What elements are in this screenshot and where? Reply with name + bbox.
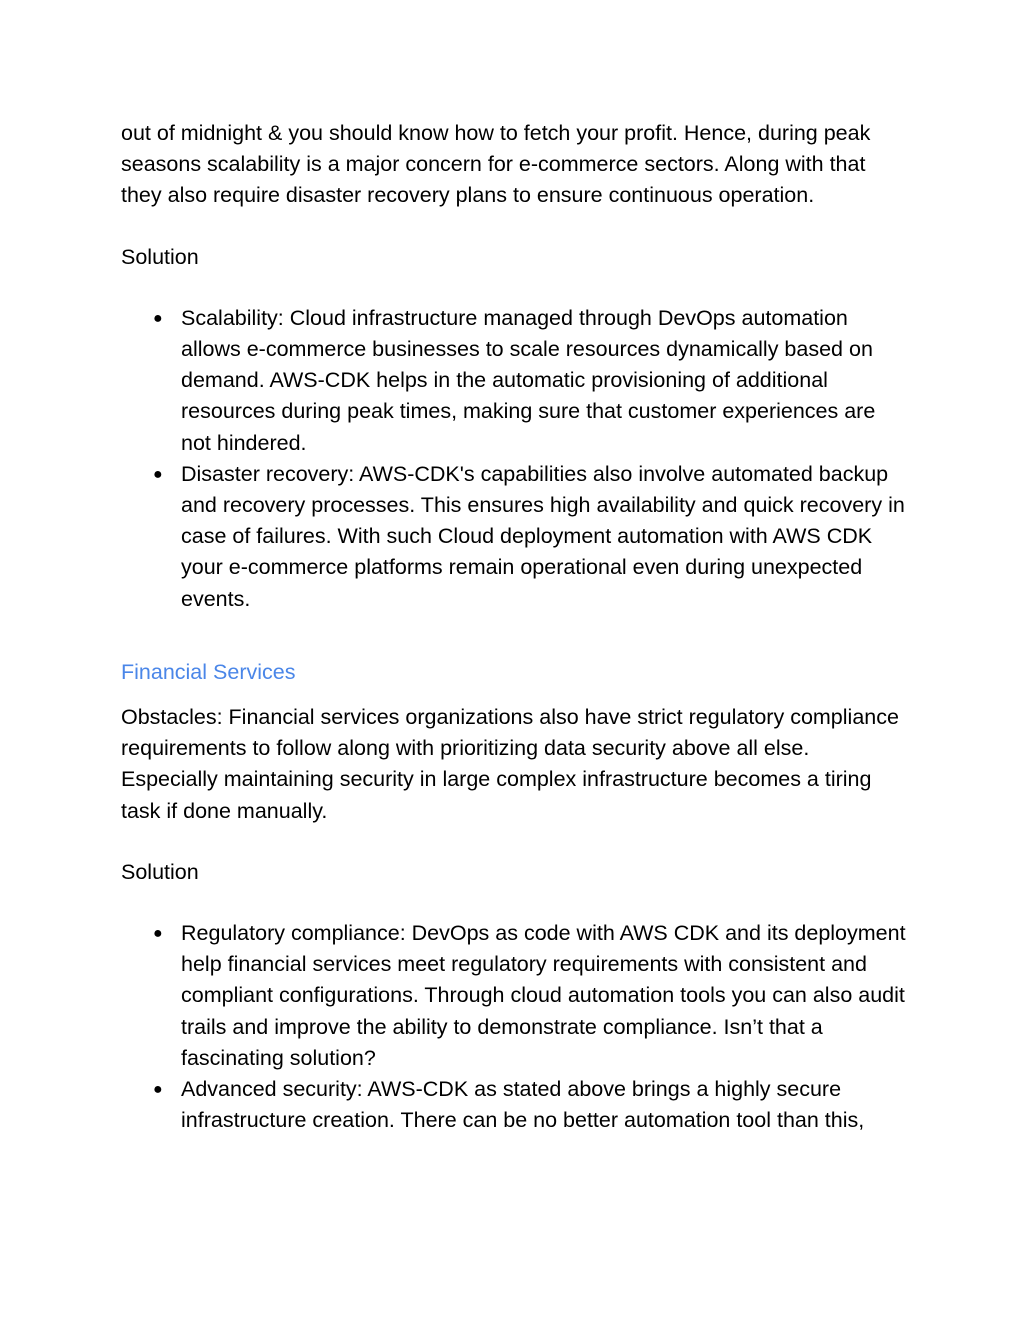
solution-label-2: Solution (121, 859, 199, 884)
list-item-text: Scalability: Cloud infrastructure managed through DevOps automation allows e-commerce businesses to scale resources dynamically based on demand. AWS-CDK helps in the automatic provisioning of additional resources during peak times, making sure that customer experiences are not hindered. (181, 305, 876, 455)
list-item (121, 459, 911, 615)
intro-paragraph: out of midnight & you should know how to fetch your profit. Hence, during peak seasons scalability is a major concern for e-commerce sectors. Along with that they also require disaster recovery plans to ensure continuous operation. (121, 121, 871, 208)
list-item (121, 303, 911, 459)
list-item-text: Disaster recovery: AWS-CDK's capabilities also involve automated backup and recovery processes. This ensures high availability and quick recovery in case of failures. With such Cloud deployment automation with AWS CDK your e-commerce platforms remain operational even during unexpected events. (181, 461, 905, 611)
list-item (121, 918, 911, 1074)
solution-list-1 (121, 303, 911, 615)
list-item-text: Regulatory compliance: DevOps as code with AWS CDK and its deployment help financial services meet regulatory requirements with consistent and compliant configurations. Through cloud automation tools you can also audit trails and improve the ability to demonstrate compliance. Isn’t that a fascinating solution? (181, 921, 906, 1070)
bullet-icon: ● (153, 309, 163, 327)
document-page (121, 118, 911, 1136)
list-item-text: Advanced security: AWS-CDK as stated above brings a highly secure infrastructure creation. There can be no better automation tool than this, (181, 1077, 865, 1133)
obstacles-paragraph: Obstacles: Financial services organizations also have strict regulatory compliance requirements to follow along with prioritizing data security above all else. Especially maintaining security in large complex infrastructure becomes a tiring task if done manually. (121, 705, 899, 823)
bullet-icon: ● (153, 1081, 163, 1099)
bullet-icon: ● (153, 465, 163, 483)
bullet-icon: ● (153, 925, 163, 943)
list-item (121, 1074, 911, 1136)
section-heading-financial-services: Financial Services (121, 659, 296, 684)
solution-list-2 (121, 918, 911, 1136)
solution-label-1: Solution (121, 244, 199, 269)
